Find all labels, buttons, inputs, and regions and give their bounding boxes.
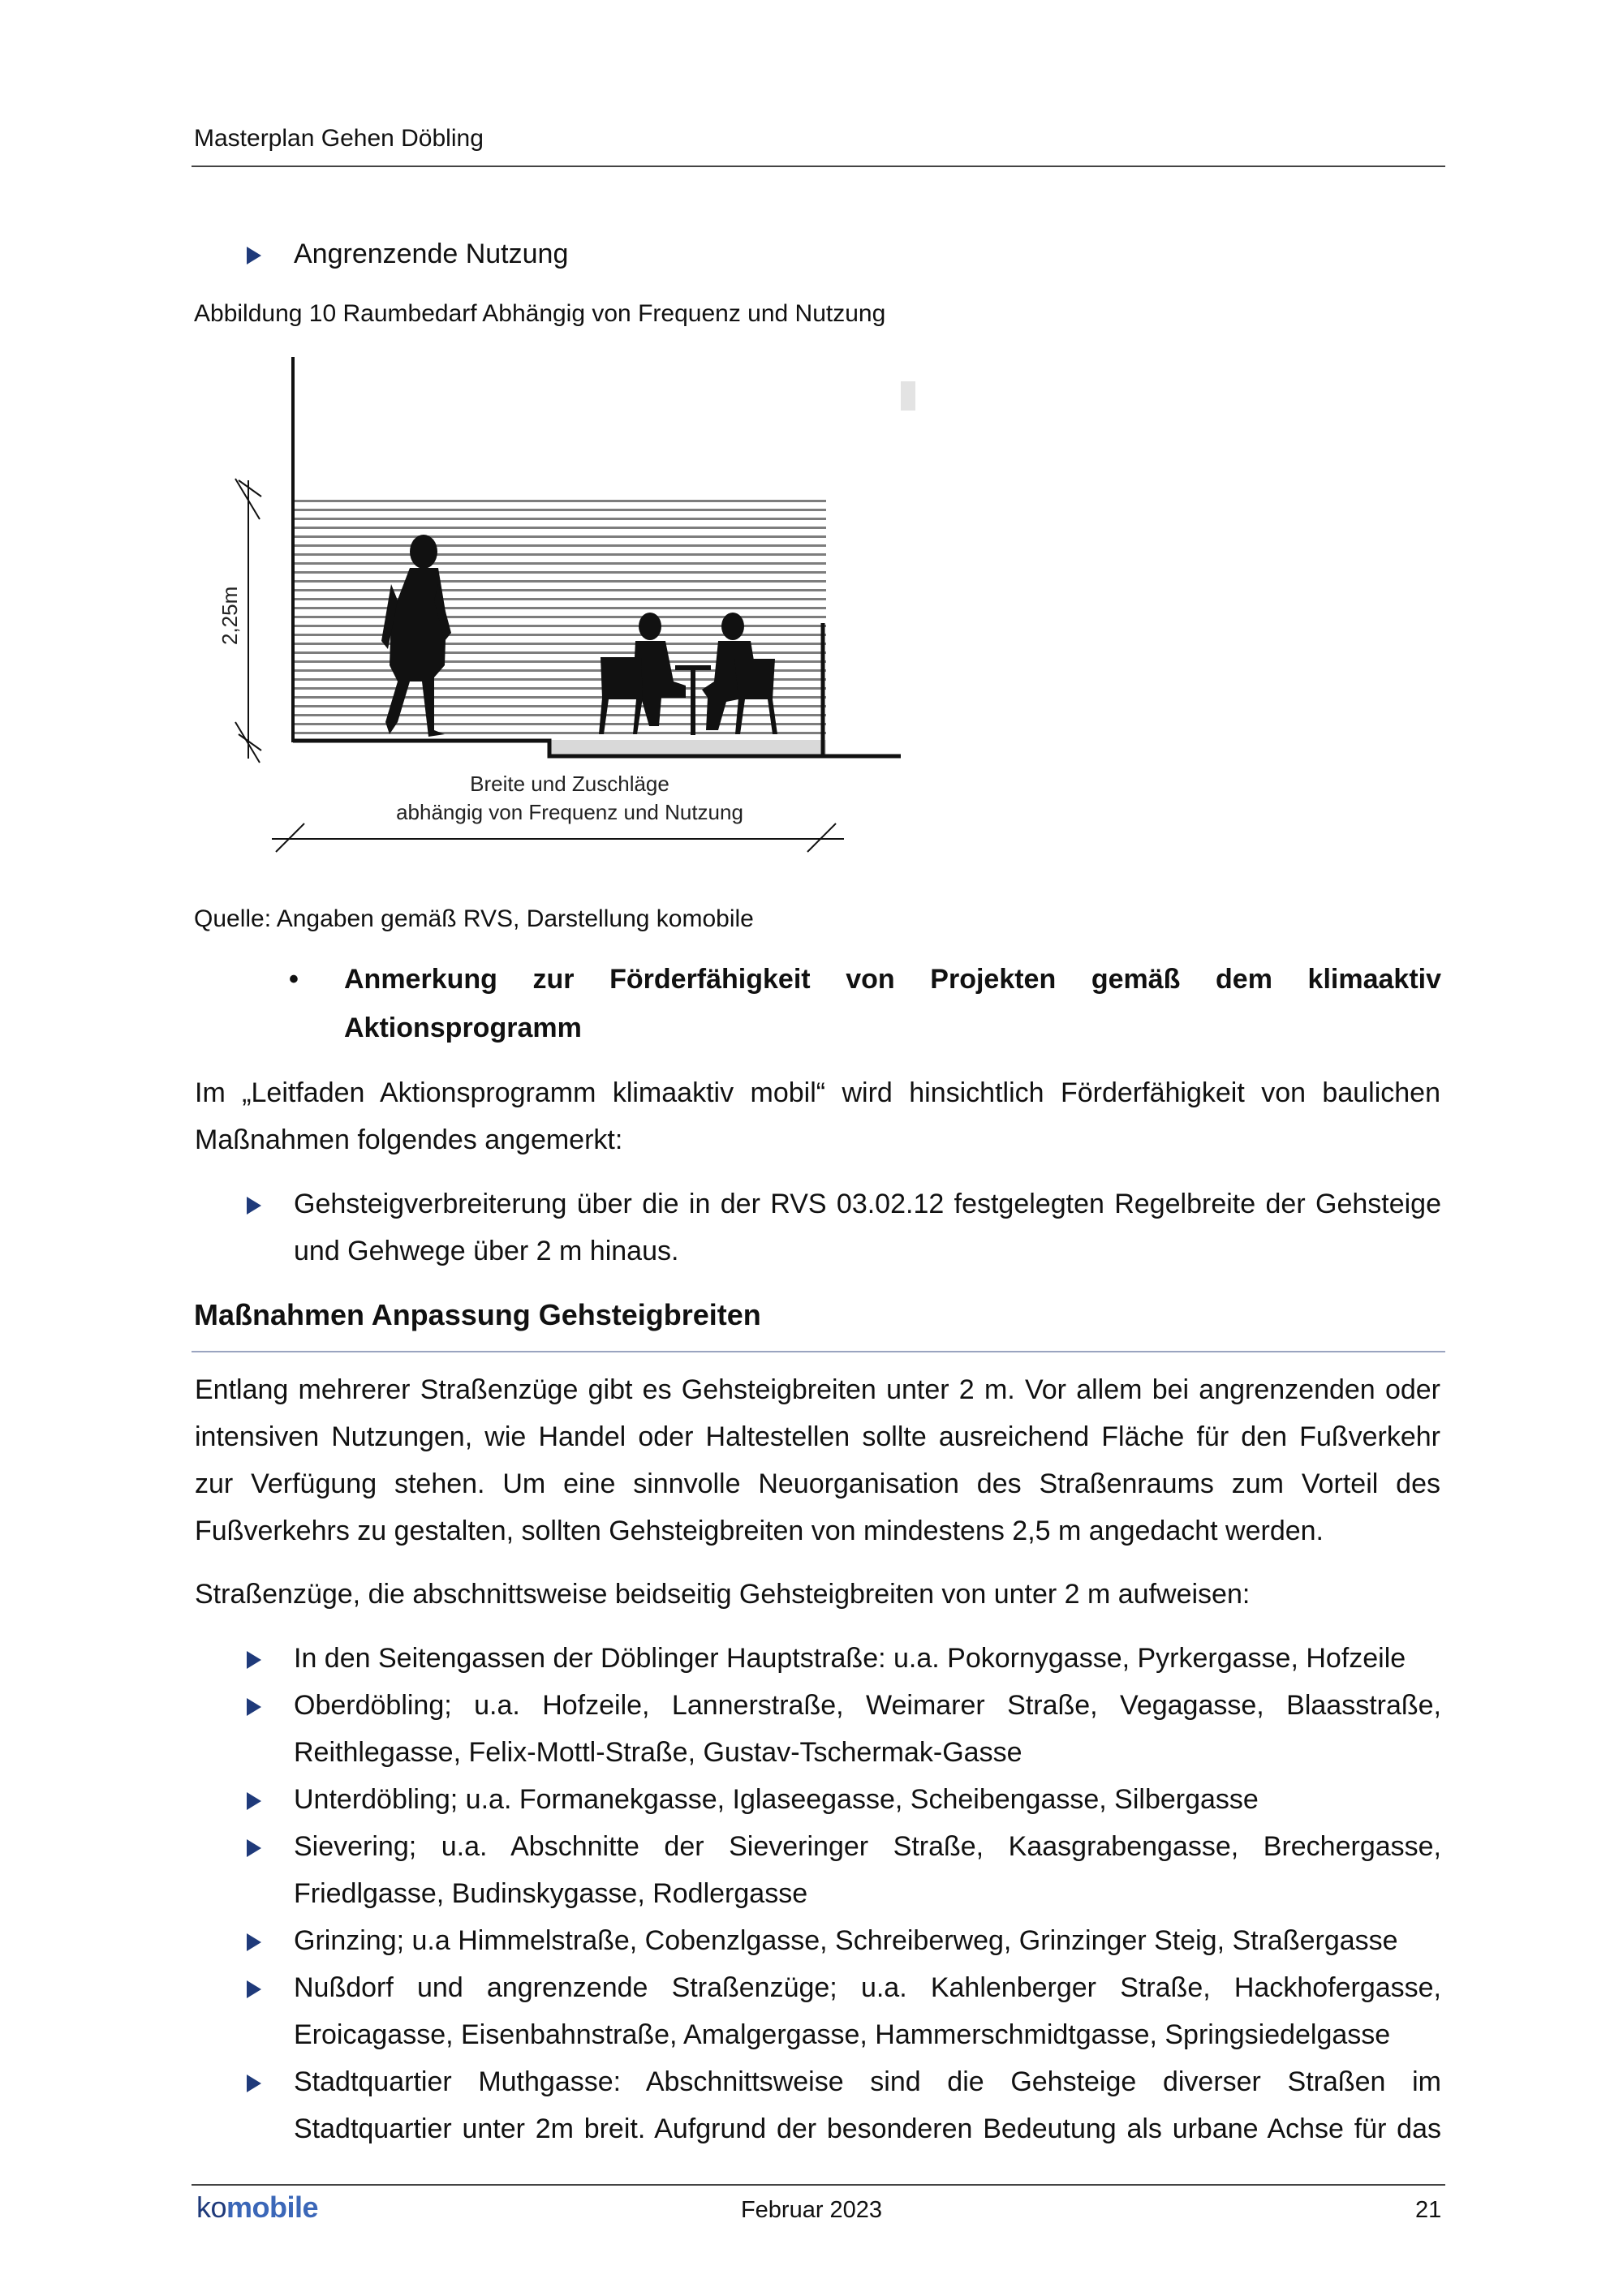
guideline-line1: Gehsteigverbreiterung über die in der RVS 03.02.12 festgelegten Regelbreite der Gehsteige: [294, 1189, 1441, 1219]
logo-part-mobile: mobile: [226, 2191, 319, 2224]
lowered-area-fill: [550, 740, 826, 755]
guideline-list-item: [250, 1180, 1441, 1275]
list-item: [250, 2058, 1441, 2152]
section-heading: Maßnahmen Anpassung Gehsteigbreiten: [194, 1298, 761, 1331]
note-heading-line2: Aktionsprogramm: [344, 1013, 582, 1043]
list-item-line1: Grinzing; u.a Himmelstraße, Cobenzlgasse, Schreiberweg, Grinzinger Steig, Straßergasse: [294, 1925, 1398, 1956]
list-item: [250, 1776, 1441, 1823]
height-tick-bottom: [239, 734, 261, 750]
bullet-triangle-icon: [247, 1651, 261, 1669]
bullet-triangle-icon: [247, 1698, 261, 1716]
width-tick-left: [276, 823, 304, 852]
note-heading-line1: Anmerkung zur Förderfähigkeit von Projekten gemäß dem klimaaktiv: [344, 964, 1441, 995]
footer-divider: [192, 2184, 1445, 2186]
figure-source: Quelle: Angaben gemäß RVS, Darstellung komobile: [194, 905, 754, 932]
list-item-line2: Stadtquartier unter 2m breit. Aufgrund der besonderen Bedeutung als urbane Achse für das: [294, 2113, 1441, 2144]
section-para-line2: intensiven Nutzungen, wie Handel oder Haltestellen sollte ausreichend Fläche für den Fußverkehr: [195, 1421, 1440, 1452]
section-divider: [192, 1351, 1445, 1352]
bullet-triangle-icon: [247, 1792, 261, 1810]
figure-caption: Abbildung 10 Raumbedarf Abhängig von Frequenz und Nutzung: [194, 300, 886, 327]
list-item-line1: Sievering; u.a. Abschnitte der Sieveringer Straße, Kaasgrabengasse, Brechergasse,: [294, 1831, 1441, 1862]
list-item-line2: Reithlegasse, Felix-Mottl-Straße, Gustav-Tschermak-Gasse: [294, 1737, 1022, 1768]
space-requirement-diagram: [0, 0, 1623, 892]
list-item-text: Angrenzende Nutzung: [294, 239, 569, 269]
list-item-line1: Nußdorf und angrenzende Straßenzüge; u.a. Kahlenberger Straße, Hackhofergasse,: [294, 1972, 1441, 2003]
space-volume-hatching: [295, 497, 826, 740]
page-number: 21: [1415, 2197, 1442, 2223]
bullet-triangle-icon: [247, 1933, 261, 1951]
list-item-line1: Oberdöbling; u.a. Hofzeile, Lannerstraße, Weimarer Straße, Vegagasse, Blaasstraße,: [294, 1690, 1441, 1721]
list-intro: Straßenzüge, die abschnittsweise beidseitig Gehsteigbreiten von unter 2 m aufweisen:: [195, 1579, 1251, 1610]
list-item-line1: Stadtquartier Muthgasse: Abschnittsweise sind die Gehsteige diverser Straßen im: [294, 2066, 1441, 2097]
list-item-line1: Unterdöbling; u.a. Formanekgasse, Iglaseegasse, Scheibengasse, Silbergasse: [294, 1784, 1259, 1815]
list-item-line1: In den Seitengassen der Döblinger Hauptstraße: u.a. Pokornygasse, Pyrkergasse, Hofzeile: [294, 1643, 1406, 1674]
logo-part-ko: ko: [196, 2191, 227, 2224]
marker-box: [901, 381, 915, 411]
bullet-triangle-icon: [247, 1980, 261, 1998]
list-item: [250, 1823, 1441, 1917]
width-tick-right: [807, 823, 836, 852]
bullet-triangle-icon: [247, 1839, 261, 1857]
note-bullet-dot: •: [289, 964, 299, 995]
section-para-line4: Fußverkehrs zu gestalten, sollten Gehsteigbreiten von mindestens 2,5 m angedacht werden.: [195, 1516, 1324, 1546]
width-label-line2: abhängig von Frequenz und Nutzung: [396, 800, 743, 824]
bullet-triangle-icon: [247, 2075, 261, 2092]
bullet-triangle-icon: [247, 1197, 261, 1215]
footer-date: Februar 2023: [740, 2197, 883, 2223]
width-label-line1: Breite und Zuschläge: [470, 772, 669, 796]
list-item: [250, 1917, 1441, 1964]
guideline-line2: und Gehwege über 2 m hinaus.: [294, 1236, 679, 1266]
list-item-line2: Eroicagasse, Eisenbahnstraße, Amalgergasse, Hammerschmidtgasse, Springsiedelgasse: [294, 2019, 1391, 2050]
height-label: 2,25m: [217, 586, 242, 645]
list-item: [250, 1964, 1441, 2058]
intro-line2: Maßnahmen folgendes angemerkt:: [195, 1124, 623, 1155]
list-item-line2: Friedlgasse, Budinskygasse, Rodlergasse: [294, 1878, 808, 1909]
list-item: [250, 1635, 1441, 1682]
section-para-line3: zur Verfügung stehen. Um eine sinnvolle Neuorganisation des Straßenraums zum Vorteil des: [195, 1468, 1440, 1499]
intro-line1: Im „Leitfaden Aktionsprogramm klimaaktiv mobil“ wird hinsichtlich Förderfähigkeit von baulichen: [195, 1077, 1440, 1108]
list-item: [250, 1682, 1441, 1776]
section-para-line1: Entlang mehrerer Straßenzüge gibt es Gehsteigbreiten unter 2 m. Vor allem bei angrenzenden oder: [195, 1374, 1440, 1405]
running-header: Masterplan Gehen Döbling: [194, 125, 484, 152]
